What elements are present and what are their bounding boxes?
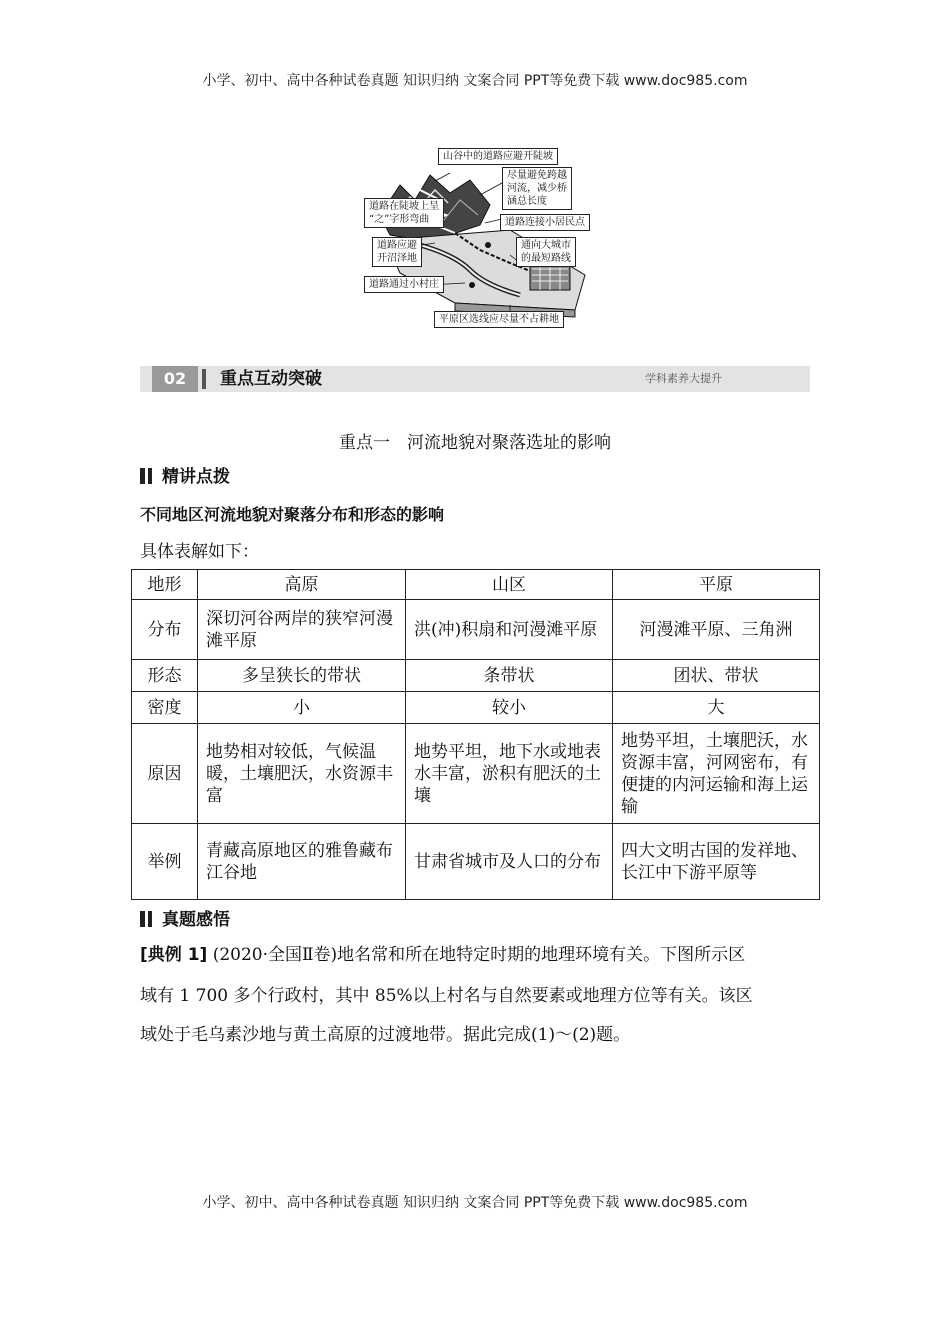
callout-connect-settlements: 道路连接小居民点 — [500, 214, 590, 231]
table-cell: 较小 — [406, 692, 613, 724]
table-row — [132, 692, 820, 724]
section-marker-icon — [140, 911, 154, 927]
landform-table — [131, 569, 820, 900]
callout-line: 的最短路线 — [521, 253, 571, 264]
table-row — [132, 724, 820, 824]
table-header-row — [132, 570, 820, 600]
callout-line: 道路应避 — [377, 240, 417, 251]
callout-line: 道路在陡坡上呈 — [369, 201, 439, 212]
table-cell: 地势平坦，土壤肥沃，水资源丰富，河网密布，有便捷的内河运输和海上运输 — [613, 724, 820, 824]
table-cell: 河漫滩平原、三角洲 — [613, 600, 820, 660]
callout-avoid-crossing-rivers — [502, 167, 572, 210]
section-title-exam — [140, 905, 230, 930]
table-cell: 甘肃省城市及人口的分布 — [406, 824, 613, 900]
example-paragraph-line: 域处于毛乌素沙地与黄土高原的过渡地带。据此完成(1)～(2)题。 — [140, 1025, 631, 1045]
table-cell: 洪(冲)积扇和河漫滩平原 — [406, 600, 613, 660]
section-marker-icon — [140, 468, 154, 484]
table-cell: 地势平坦，地下水或地表水丰富，淤积有肥沃的土壤 — [406, 724, 613, 824]
row-label: 密度 — [132, 692, 198, 724]
focus-heading: 重点一 河流地貌对聚落选址的影响 — [339, 433, 611, 453]
callout-line: 河流，减少桥 — [507, 183, 567, 194]
row-label: 原因 — [132, 724, 198, 824]
road-planning-illustration — [360, 145, 590, 335]
banner-subtitle: 学科素养大提升 — [645, 372, 722, 385]
banner-number: 02 — [152, 366, 198, 392]
table-cell: 四大文明古国的发祥地、长江中下游平原等 — [613, 824, 820, 900]
section-title-text: 精讲点拨 — [162, 467, 230, 487]
section-title-text: 真题感悟 — [162, 910, 230, 930]
banner-title: 重点互动突破 — [220, 369, 322, 389]
table-cell: 小 — [198, 692, 406, 724]
table-header-cell: 地形 — [132, 570, 198, 600]
table-cell: 深切河谷两岸的狭窄河漫滩平原 — [198, 600, 406, 660]
table-row — [132, 824, 820, 900]
callout-line: 通向大城市 — [521, 240, 571, 251]
table-cell: 团状、带状 — [613, 660, 820, 692]
row-label: 形态 — [132, 660, 198, 692]
table-cell: 条带状 — [406, 660, 613, 692]
callout-line: “之”字形弯曲 — [369, 214, 430, 225]
table-header-cell: 平原 — [613, 570, 820, 600]
row-label: 举例 — [132, 824, 198, 900]
section-title-explanation — [140, 462, 230, 487]
callout-avoid-farmland: 平原区选线应尽量不占耕地 — [434, 311, 564, 328]
section-banner — [140, 366, 810, 392]
table-row — [132, 600, 820, 660]
watermark-top: 小学、初中、高中各种试卷真题 知识归纳 文案合同 PPT等免费下载 www.doc985.com — [202, 73, 748, 89]
table-header-cell: 山区 — [406, 570, 613, 600]
table-header-cell: 高原 — [198, 570, 406, 600]
example-label: [典例 1] — [140, 945, 208, 965]
table-row — [132, 660, 820, 692]
callout-through-village: 道路通过小村庄 — [364, 276, 444, 293]
topic-line: 不同地区河流地貌对聚落分布和形态的影响 — [140, 505, 445, 524]
table-cell: 多呈狭长的带状 — [198, 660, 406, 692]
table-intro: 具体表解如下： — [140, 542, 259, 562]
callout-line: 开沼泽地 — [377, 253, 417, 264]
callout-zigzag-road — [364, 198, 444, 228]
watermark-bottom: 小学、初中、高中各种试卷真题 知识归纳 文案合同 PPT等免费下载 www.doc985.com — [202, 1195, 748, 1211]
example-paragraph-line — [140, 944, 816, 966]
table-cell: 大 — [613, 692, 820, 724]
table-cell: 青藏高原地区的雅鲁藏布江谷地 — [198, 824, 406, 900]
callout-avoid-swamp — [372, 237, 422, 267]
table-cell: 地势相对较低，气候温暖，土壤肥沃，水资源丰富 — [198, 724, 406, 824]
callout-line: 尽量避免跨越 — [507, 170, 567, 181]
callout-line: 涵总长度 — [507, 196, 547, 207]
banner-divider — [202, 369, 206, 389]
example-paragraph-line: 域有 1 700 多个行政村，其中 85%以上村名与自然要素或地理方位等有关。该区 — [140, 986, 753, 1006]
callout-shortest-route — [516, 237, 576, 267]
callout-avoid-steep-slope: 山谷中的道路应避开陡坡 — [438, 148, 558, 165]
row-label: 分布 — [132, 600, 198, 660]
example-text: (2020·全国Ⅱ卷)地名常和所在地特定时期的地理环境有关。下图所示区 — [207, 945, 746, 965]
